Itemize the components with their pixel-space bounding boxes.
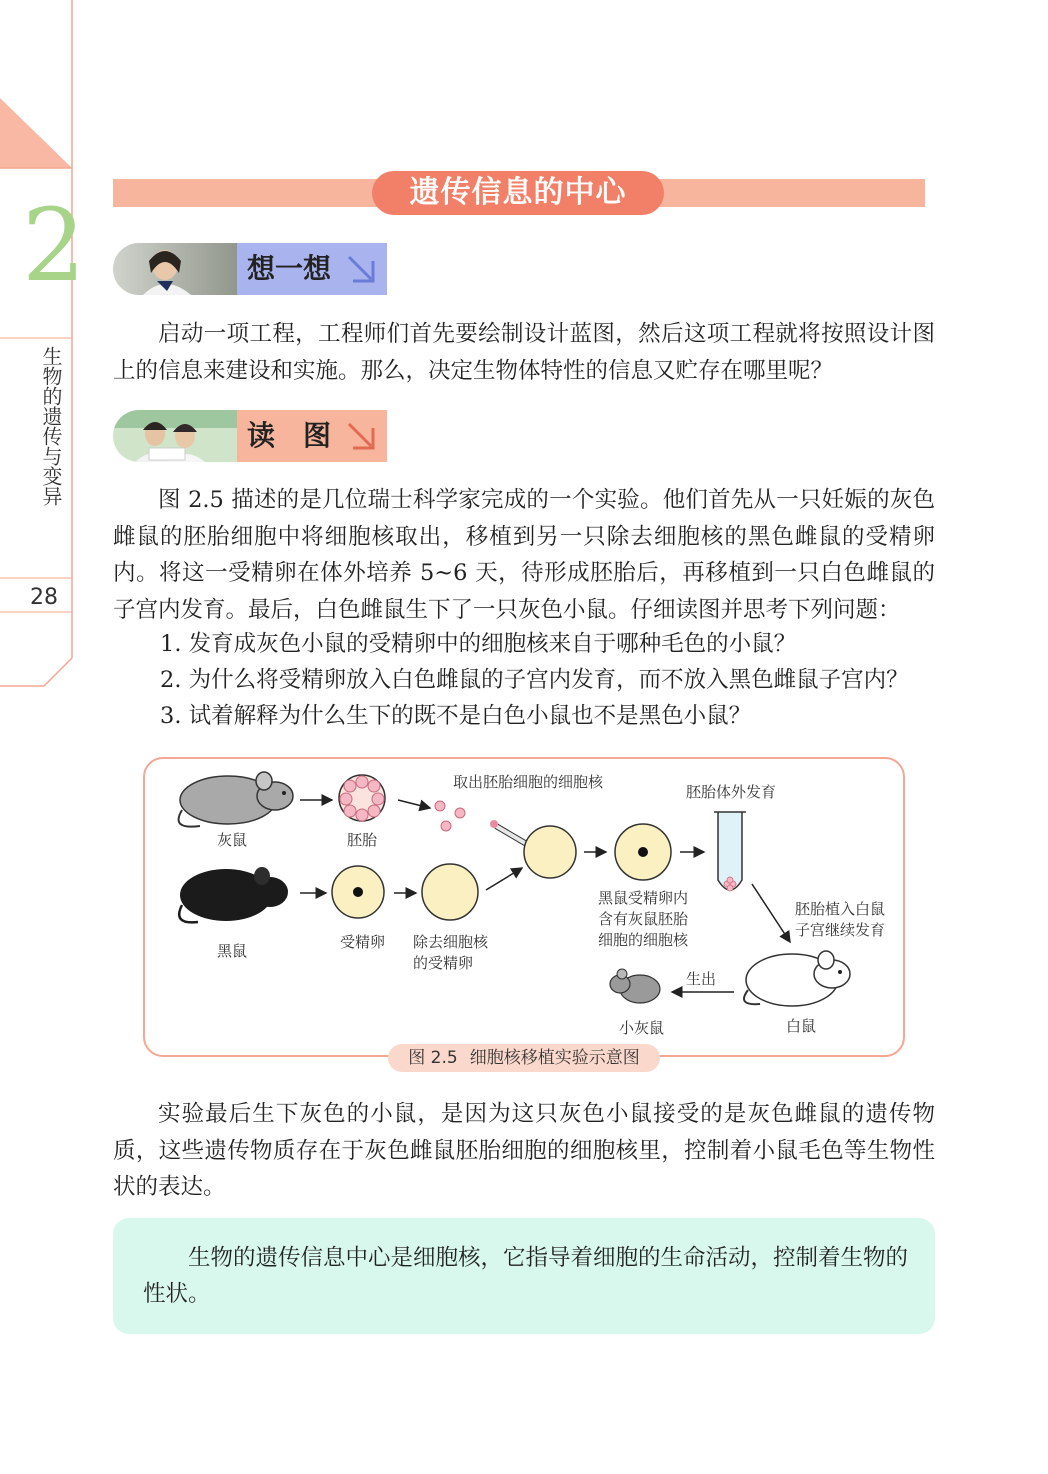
page-number: 28 bbox=[30, 585, 58, 610]
conclusion-paragraph: 实验最后生下灰色的小鼠，是因为这只灰色小鼠接受的是灰色雌鼠的遗传物质，这些遗传物质存在于灰色雌鼠胚胎细胞的细胞核里，控制着小鼠毛色等生物性状的表达。 bbox=[113, 1101, 935, 1200]
label-white-mouse: 白鼠 bbox=[786, 1017, 817, 1035]
label-fertilized-egg: 受精卵 bbox=[340, 933, 386, 951]
black-mouse-drawing bbox=[179, 867, 288, 922]
enucleated-egg-drawing bbox=[422, 864, 478, 920]
summary-box bbox=[113, 1218, 935, 1334]
question-3: 3. 试着解释为什么生下的既不是白色小鼠也不是黑色小鼠？ bbox=[160, 703, 752, 729]
label-implant-1: 胚胎植入白鼠 bbox=[795, 900, 886, 918]
figure-caption bbox=[388, 1044, 660, 1072]
question-1: 1. 发育成灰色小鼠的受精卵中的细胞核来自于哪种毛色的小鼠？ bbox=[160, 631, 797, 657]
label-enucleated-1: 除去细胞核 bbox=[413, 933, 489, 951]
read-label: 读 图 bbox=[247, 419, 332, 452]
label-black-mouse: 黑鼠 bbox=[217, 942, 248, 960]
question-2: 2. 为什么将受精卵放入白色雌鼠的子宫内发育，而不放入黑色雌鼠子宫内？ bbox=[160, 667, 909, 693]
chapter-title: 生物的遗传与变异 bbox=[39, 346, 63, 506]
label-black-egg-1: 黑鼠受精卵内 bbox=[598, 889, 689, 907]
section-title: 遗传信息的中心 bbox=[372, 171, 664, 215]
label-embryo-in-vitro: 胚胎体外发育 bbox=[686, 783, 777, 801]
label-implant-2: 子宫继续发育 bbox=[795, 921, 886, 939]
think-label: 想一想 bbox=[247, 252, 332, 285]
label-black-egg-2: 含有灰鼠胚胎 bbox=[598, 910, 689, 928]
label-enucleated-2: 的受精卵 bbox=[413, 954, 474, 972]
caption-number: 图 2.5 bbox=[408, 1048, 458, 1068]
label-black-egg-3: 细胞的细胞核 bbox=[598, 931, 689, 949]
summary-text: 生物的遗传信息中心是细胞核，它指导着细胞的生命活动，控制着生物的性状。 bbox=[143, 1245, 909, 1307]
chapter-number: 2 bbox=[22, 187, 86, 304]
read-paragraph: 图 2.5 描述的是几位瑞士科学家完成的一个实验。他们首先从一只妊娠的灰色雌鼠的胚胎细胞中将细胞核取出，移植到另一只除去细胞核的黑色雌鼠的受精卵内。将这一受精卵在体外培养 5~6 天，待形成胚胎后，再移植到一只白色雌鼠的子宫内发育。最后，白色雌鼠生下了一只灰色小鼠。仔细读图并思考下列问题： bbox=[113, 487, 935, 623]
label-gray-mouse: 灰鼠 bbox=[217, 831, 248, 849]
baby-gray-mouse-drawing bbox=[610, 969, 660, 1003]
label-baby-gray: 小灰鼠 bbox=[619, 1019, 665, 1037]
pipette-drawing bbox=[490, 820, 530, 846]
caption-text: 细胞核移植实验示意图 bbox=[469, 1048, 640, 1068]
test-tube-drawing bbox=[714, 812, 746, 891]
white-mouse-drawing bbox=[744, 951, 850, 1006]
label-embryo: 胚胎 bbox=[347, 831, 378, 849]
think-paragraph: 启动一项工程，工程师们首先要绘制设计蓝图，然后这项工程就将按照设计图上的信息来建设和实施。那么，决定生物体特性的信息又贮存在哪里呢？ bbox=[113, 321, 935, 384]
label-take-nucleus: 取出胚胎细胞的细胞核 bbox=[453, 773, 604, 791]
gray-mouse-drawing bbox=[179, 772, 293, 827]
label-born: 生出 bbox=[686, 970, 717, 988]
embryo-drawing bbox=[339, 775, 385, 821]
cell-received-nucleus bbox=[524, 826, 576, 878]
